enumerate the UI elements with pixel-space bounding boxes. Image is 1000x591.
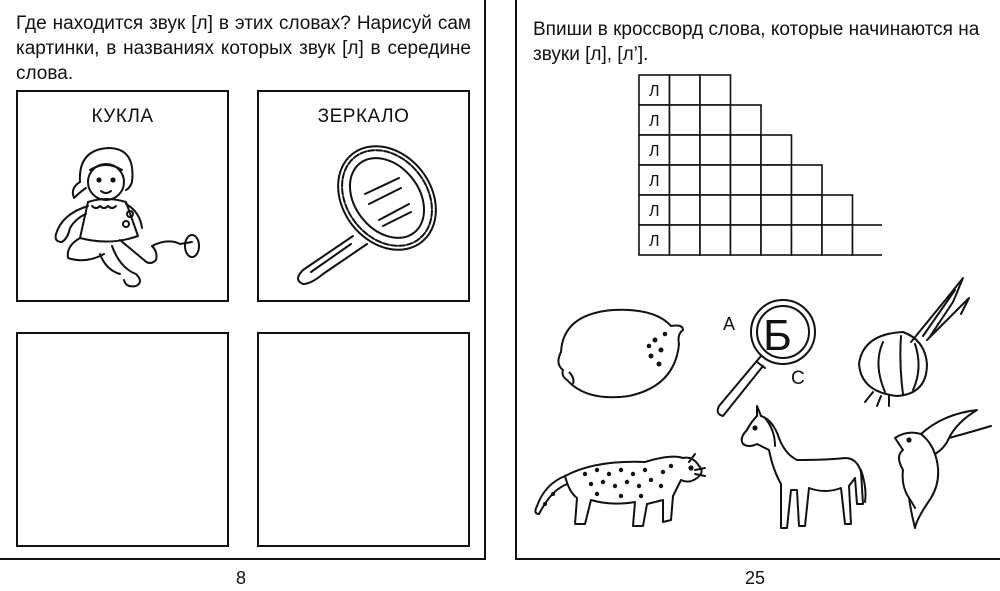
crossword-cell[interactable]	[822, 195, 853, 225]
crossword-cell[interactable]	[731, 135, 762, 165]
right-page-instruction: Впиши в кроссворд слова, которые начинаются на звуки [л], [л’].	[533, 19, 980, 65]
leopard-icon	[525, 440, 715, 540]
crossword-cell[interactable]	[792, 225, 823, 255]
crossword-cell[interactable]	[761, 165, 792, 195]
crossword-cell[interactable]	[822, 225, 853, 255]
doll-icon	[40, 142, 210, 292]
lemon-icon	[551, 300, 691, 410]
crossword-cell[interactable]	[700, 105, 731, 135]
crossword-cell[interactable]	[670, 75, 701, 105]
crossword-first-letter: Л	[649, 83, 660, 100]
page-number-right: 25	[745, 568, 766, 588]
picture-box-doll	[16, 90, 229, 302]
crossword-first-letter: Л	[649, 113, 660, 130]
crossword-cell[interactable]	[792, 195, 823, 225]
crossword-cell[interactable]	[700, 135, 731, 165]
crossword-cell[interactable]	[700, 225, 731, 255]
page-number-left: 8	[236, 568, 247, 588]
crossword-cell[interactable]	[761, 195, 792, 225]
empty-drawing-box-2[interactable]	[257, 332, 470, 547]
crossword-cell[interactable]	[731, 195, 762, 225]
picture-box-mirror	[257, 90, 470, 302]
magnifier-letter-b: Б	[763, 311, 792, 360]
crossword-cell[interactable]	[670, 195, 701, 225]
crossword-cell[interactable]	[700, 195, 731, 225]
swallow-icon	[887, 408, 1000, 530]
crossword-cell[interactable]	[670, 135, 701, 165]
crossword-cell[interactable]	[792, 165, 823, 195]
right-page	[515, 0, 1000, 560]
crossword-cell[interactable]	[700, 75, 731, 105]
left-page	[0, 0, 486, 560]
horse-icon	[735, 404, 870, 534]
magnifier-letter-c: С	[791, 368, 805, 389]
magnifying-glass-icon	[705, 288, 840, 423]
crossword-cell[interactable]	[670, 105, 701, 135]
empty-drawing-box-1[interactable]	[16, 332, 229, 547]
crossword-cell[interactable]	[761, 135, 792, 165]
crossword-first-letter: Л	[649, 233, 660, 250]
crossword-first-letter: Л	[649, 203, 660, 220]
crossword-cell[interactable]	[761, 225, 792, 255]
crossword-first-letter: Л	[649, 173, 660, 190]
magnifier-letter-a: А	[723, 314, 736, 334]
hand-mirror-icon	[287, 138, 447, 288]
crossword-grid[interactable]	[638, 74, 882, 260]
left-page-instruction: Где находится звук [л] в этих словах? Нарисуй сам картинки, в названиях которых звук [л] в середине слова.	[16, 13, 471, 84]
crossword-first-letter: Л	[649, 143, 660, 160]
crossword-cell[interactable]	[700, 165, 731, 195]
word-label-doll: КУКЛА	[91, 106, 154, 127]
crossword-cell[interactable]	[670, 225, 701, 255]
crossword-cell[interactable]	[853, 225, 883, 255]
onion-icon	[843, 268, 983, 408]
word-label-mirror: ЗЕРКАЛО	[317, 106, 410, 127]
crossword-cell[interactable]	[731, 225, 762, 255]
crossword-cell[interactable]	[731, 105, 762, 135]
crossword-cell[interactable]	[670, 165, 701, 195]
crossword-cell[interactable]	[731, 165, 762, 195]
